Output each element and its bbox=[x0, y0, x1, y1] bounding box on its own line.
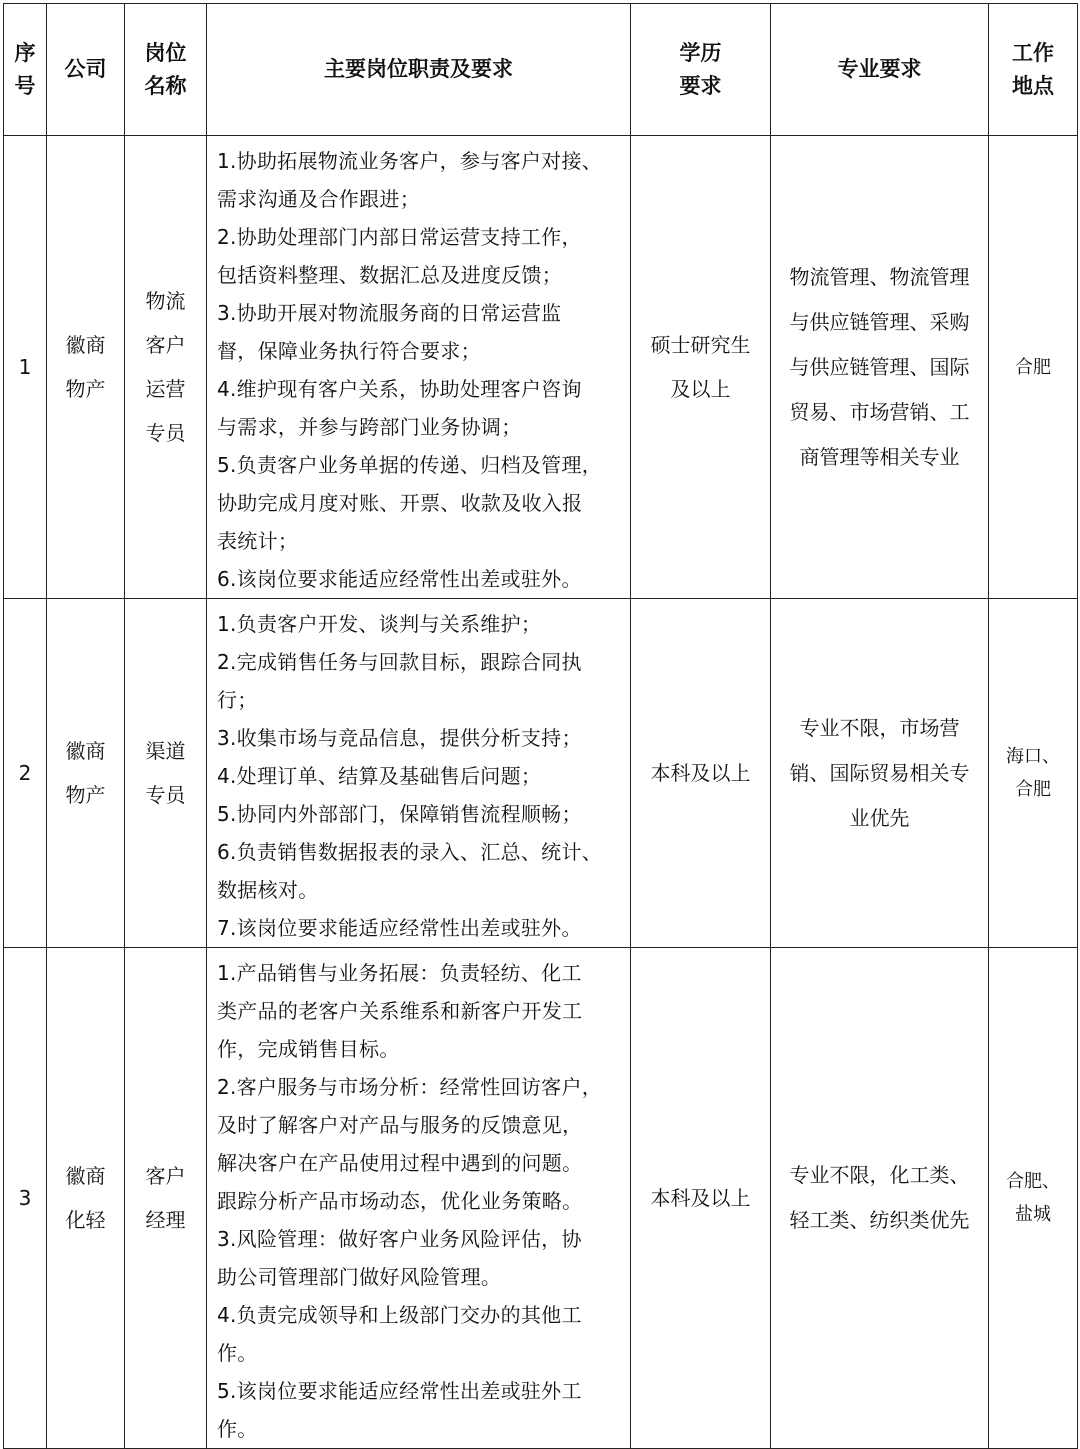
row-company: 徽商 化轻 bbox=[47, 948, 125, 1449]
row-seq: 2 bbox=[4, 599, 47, 948]
row-education: 本科及以上 bbox=[631, 599, 771, 948]
header-position: 岗位 名称 bbox=[125, 4, 207, 136]
row-location: 合肥、 盐城 bbox=[989, 948, 1078, 1449]
row-duties: 1.产品销售与业务拓展：负责轻纺、化工 类产品的老客户关系维系和新客户开发工 作，完成销售目标。 2.客户服务与市场分析：经常性回访客户， 及时了解客户对产品与服务的反馈意见， 解决客户在产品使用过程中遇到的问题。 跟踪分析产品市场动态，优化业务策略。 3.风险管理：做好客户业务风险评估，协 助公司管理部门做好风险管理。 4.负责完成领导和上级部门交办的其他工 作。 5.该岗位要求能适应经常性出差或驻外工 作。 bbox=[207, 948, 631, 1449]
table-row bbox=[4, 136, 1078, 599]
row-position: 客户 经理 bbox=[125, 948, 207, 1449]
table-row bbox=[4, 948, 1078, 1449]
row-major: 物流管理、物流管理 与供应链管理、采购 与供应链管理、国际 贸易、市场营销、工 商管理等相关专业 bbox=[771, 136, 989, 599]
row-duties: 1.负责客户开发、谈判与关系维护； 2.完成销售任务与回款目标，跟踪合同执 行； 3.收集市场与竞品信息，提供分析支持； 4.处理订单、结算及基础售后问题； 5.协同内外部部门，保障销售流程顺畅； 6.负责销售数据报表的录入、汇总、统计、 数据核对。 7.该岗位要求能适应经常性出差或驻外。 bbox=[207, 599, 631, 948]
header-seq: 序 号 bbox=[4, 4, 47, 136]
table-header-row bbox=[4, 4, 1078, 136]
row-major: 专业不限，市场营 销、国际贸易相关专 业优先 bbox=[771, 599, 989, 948]
row-education: 硕士研究生 及以上 bbox=[631, 136, 771, 599]
job-table bbox=[3, 3, 1078, 1449]
header-location: 工作 地点 bbox=[989, 4, 1078, 136]
row-seq: 3 bbox=[4, 948, 47, 1449]
header-major: 专业要求 bbox=[771, 4, 989, 136]
row-location: 海口、 合肥 bbox=[989, 599, 1078, 948]
row-major: 专业不限，化工类、 轻工类、纺织类优先 bbox=[771, 948, 989, 1449]
row-education: 本科及以上 bbox=[631, 948, 771, 1449]
header-duties: 主要岗位职责及要求 bbox=[207, 4, 631, 136]
row-duties: 1.协助拓展物流业务客户，参与客户对接、 需求沟通及合作跟进； 2.协助处理部门内部日常运营支持工作， 包括资料整理、数据汇总及进度反馈； 3.协助开展对物流服务商的日常运营监 督，保障业务执行符合要求； 4.维护现有客户关系，协助处理客户咨询 与需求，并参与跨部门业务协调； 5.负责客户业务单据的传递、归档及管理， 协助完成月度对账、开票、收款及收入报 表统计； 6.该岗位要求能适应经常性出差或驻外。 bbox=[207, 136, 631, 599]
row-position: 渠道 专员 bbox=[125, 599, 207, 948]
header-company: 公司 bbox=[47, 4, 125, 136]
table-row bbox=[4, 599, 1078, 948]
row-company: 徽商 物产 bbox=[47, 136, 125, 599]
header-education: 学历 要求 bbox=[631, 4, 771, 136]
row-location: 合肥 bbox=[989, 136, 1078, 599]
row-position: 物流 客户 运营 专员 bbox=[125, 136, 207, 599]
row-seq: 1 bbox=[4, 136, 47, 599]
row-company: 徽商 物产 bbox=[47, 599, 125, 948]
